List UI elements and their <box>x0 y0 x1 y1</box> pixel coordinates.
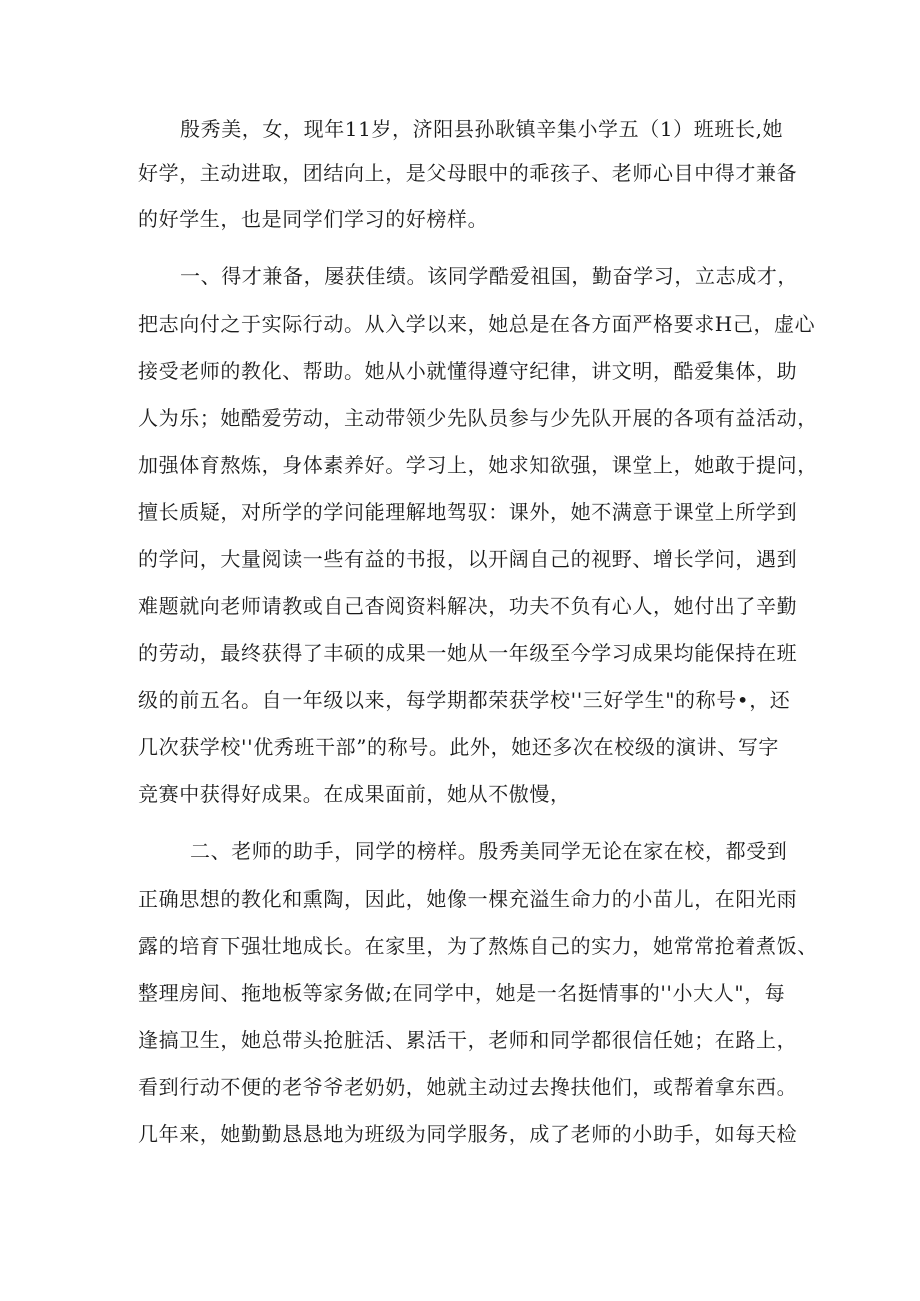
paragraph-2-line-10: 级的前五名。自一年级以来，每学期都荣获学校''三好学生"的称号•，还 <box>138 688 791 712</box>
paragraph-3-line-3: 露的培育下强壮地成长。在家里，为了熬炼自己的实力，她常常抢着煮饭、 <box>138 934 818 958</box>
paragraph-3-line-2: 正确思想的教化和熏陶，因此，她像一棵充溢生命力的小苗儿，在阳光雨 <box>138 887 798 911</box>
paragraph-3-line-1: 二、老师的助手，同学的榜样。殷秀美同学无论在家在校，都受到 <box>190 839 788 863</box>
paragraph-2-line-2: 把志向付之于实际行动。从入学以来，她总是在各方面严格要求H己，虚心 <box>138 312 816 336</box>
paragraph-2-line-9: 的劳动，最终获得了丰硕的成果一她从一年级至今学习成果均能保持在班 <box>138 641 798 665</box>
paragraph-2-line-4: 人为乐；她酷爱劳动，主动带领少先队员参与少先队开展的各项有益活动， <box>138 406 818 430</box>
paragraph-3-line-5: 逢搞卫生，她总带头抢脏活、累活干，老师和同学都很信任她；在路上， <box>138 1028 798 1052</box>
paragraph-1-line-1: 殷秀美，女，现年11岁，济阳县孙耿镇辛集小学五（1）班班长,她 <box>180 117 784 141</box>
paragraph-2-line-3: 接受老师的教化、帮助。她从小就懂得遵守纪律，讲文明，酷爱集体，助 <box>138 359 798 383</box>
paragraph-3-line-7: 几年来，她勤勤恳恳地为班级为同学服务，成了老师的小助手，如每天检 <box>138 1122 798 1146</box>
paragraph-2-line-5: 加强体育熬炼，身体素养好。学习上，她求知欲强，课堂上，她敢于提问， <box>138 453 818 477</box>
paragraph-2-line-7: 的学问，大量阅读一些有益的书报，以开阔自己的视野、增长学问，遇到 <box>138 547 798 571</box>
paragraph-3-line-4: 整理房间、拖地板等家务做;在同学中，她是一名挺情事的''小大人"，每 <box>138 981 786 1005</box>
paragraph-2-line-8: 难题就向老师请教或自己杳阅资料解决，功夫不负有心人，她付出了辛勤 <box>138 594 798 618</box>
paragraph-2-line-1: 一、得才兼备，屡获佳绩。该同学酷爱祖国，勤奋学习，立志成才， <box>180 264 798 288</box>
paragraph-2-line-12: 竞赛中获得好成果。在成果面前，她从不傲慢， <box>138 782 571 806</box>
paragraph-3-line-6: 看到行动不便的老爷爷老奶奶，她就主动过去搀扶他们，或帮着拿东西。 <box>138 1075 798 1099</box>
paragraph-2-line-11: 几次获学校''优秀班干部”的称号。此外，她还多次在校级的演讲、写字 <box>138 735 780 759</box>
paragraph-1-line-2: 好学，主动进取，团结向上，是父母眼中的乖孩子、老师心目中得才兼备 <box>138 161 798 185</box>
paragraph-2-line-6: 擅长质疑，对所学的学问能理解地驾驭：课外，她不满意于课堂上所学到 <box>138 500 798 524</box>
paragraph-1-line-3: 的好学生，也是同学们学习的好榜样。 <box>138 207 489 231</box>
